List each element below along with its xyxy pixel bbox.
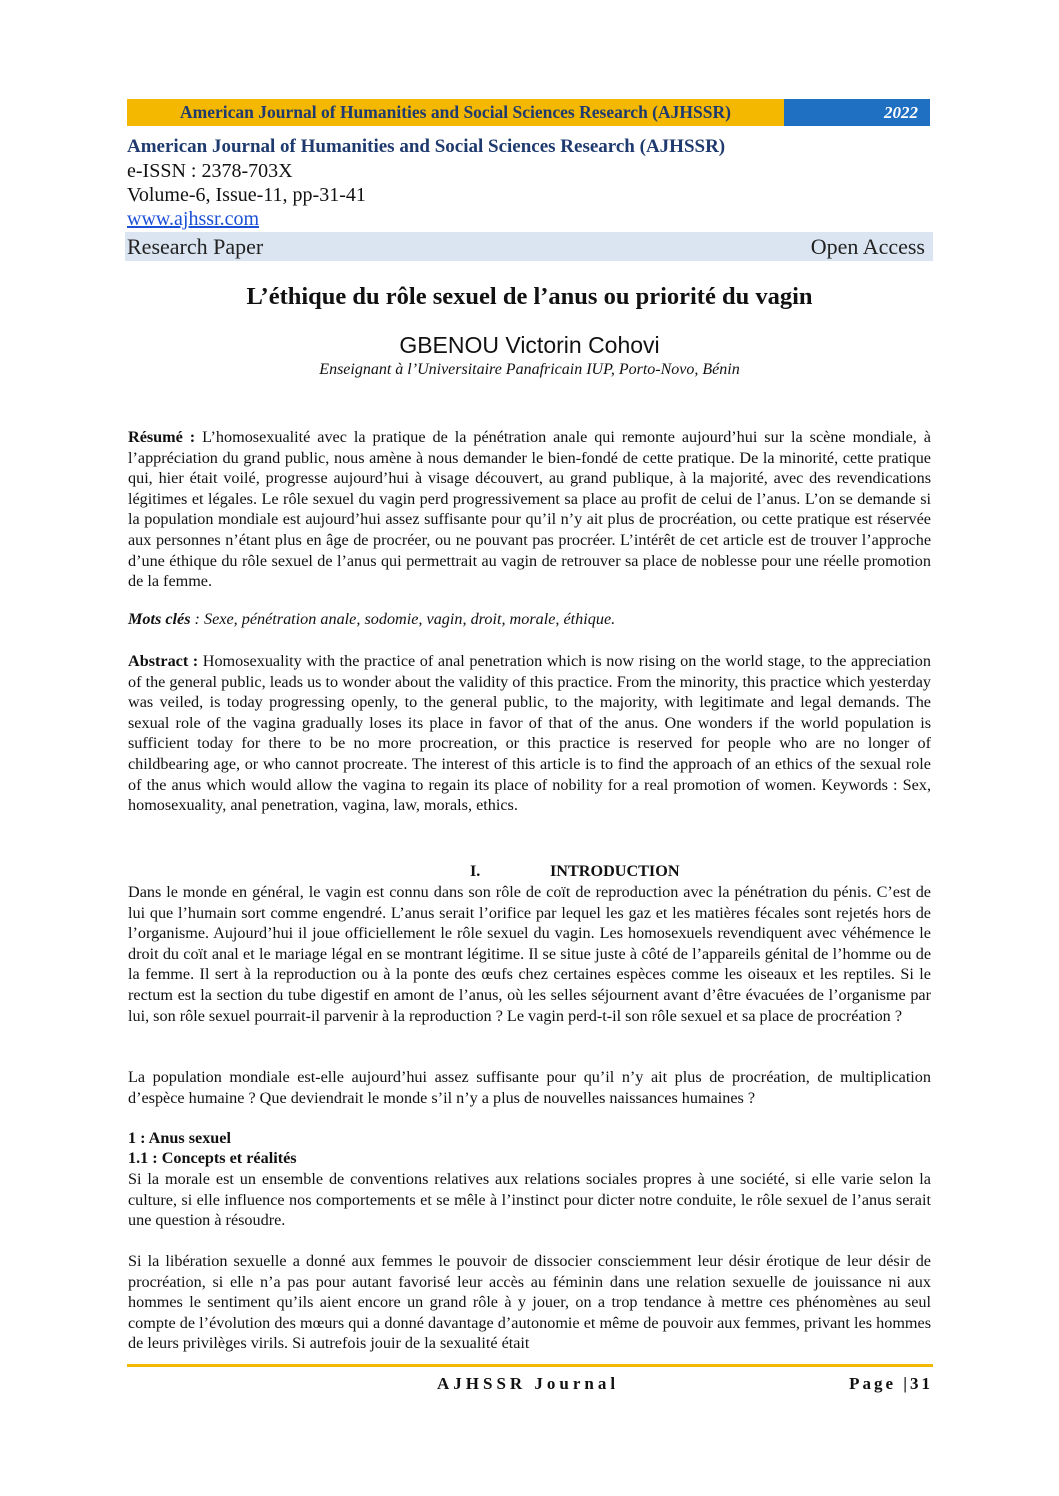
abstract-paragraph: [128, 651, 931, 816]
keywords-fr-paragraph: [128, 609, 931, 630]
concepts-paragraph-1: Si la morale est un ensemble de conventions relatives aux relations sociales propres à une société, si elle varie selon la culture, si elle influence nos comportements et se mêle à l’instinct pour dicter notre conduite, le rôle sexuel de l’anus serait une question à résoudre.: [128, 1170, 931, 1230]
section-title: INTRODUCTION: [550, 862, 680, 880]
subsection-heading: 1 : Anus sexuel: [128, 1129, 231, 1147]
journal-meta: [127, 135, 933, 231]
resume-label: Résumé :: [128, 428, 196, 446]
eissn: e-ISSN : 2378-703X: [127, 160, 293, 182]
keywords-fr-label: Mots clés: [128, 610, 191, 628]
paper-type-bar: [125, 232, 933, 261]
journal-header-band: [127, 99, 930, 126]
volume-issue: Volume-6, Issue-11, pp-31-41: [127, 184, 366, 206]
journal-url-link[interactable]: www.ajhssr.com: [127, 208, 260, 230]
footer-rule: [127, 1364, 933, 1367]
footer-page: [849, 1374, 933, 1394]
footer-journal: AJHSSR Journal: [437, 1374, 620, 1393]
article-title: L’éthique du rôle sexuel de l’anus ou priorité du vagin: [246, 283, 813, 310]
keywords-fr-text: : Sexe, pénétration anale, sodomie, vagin, droit, morale, éthique.: [190, 610, 616, 628]
section-number: I.: [470, 862, 481, 880]
intro-paragraph-1: Dans le monde en général, le vagin est connu dans son rôle de coït de reproduction avec la pénétration du pénis. C’est de lui que l’humain sort comme engendré. L’anus serait l’orifice par lequel les gaz et les matières fécales sont rejetés hors de l’organisme. Aujourd’hui il joue officiellement le rôle sexuel du vagin. Les homosexuels revendiquent avec véhémence le droit du coït anal et le mariage légal en se montrant légitime. Il se situe juste à côté de l’appareils génital de l’homme ou de la femme. Il sert à la reproduction ou à la ponte des œufs chez certaines espèces comme les oiseaux et les reptiles. Si le rectum est la section du tube digestif en amont de l’anus, où les selles séjournent avant d’être évacuées de l’organisme par lui, son rôle sexuel pourrait-il parvenir à la reproduction ? Le vagin perd-t-il son rôle sexuel et sa place de procréation ?: [128, 883, 931, 1025]
abstract-label: Abstract :: [128, 652, 199, 670]
footer-page-number: 31: [910, 1374, 933, 1393]
author-name: GBENOU Victorin Cohovi: [399, 332, 660, 358]
resume-paragraph: [128, 427, 931, 592]
header-band-title-cell: [127, 99, 784, 126]
intro-paragraph-2: La population mondiale est-elle aujourd’hui assez suffisante pour qu’il n’y ait plus de procréation, de multiplication d’espèce humaine ? Que deviendrait le monde s’il n’y a plus de nouvelles naissances humaines ?: [128, 1068, 931, 1107]
access-type: Open Access: [810, 233, 925, 259]
subsubsection-heading: 1.1 : Concepts et réalités: [128, 1149, 297, 1167]
abstract-text: Homosexuality with the practice of anal penetration which is now rising on the world stage, to the appreciation of the general public, leads us to wonder about the validity of this practice. From the minority, this practice which yesterday was veiled, is today progressing openly, to the general public, to the majority, with legitimate and legal demands. The sexual role of the vagina gradually loses its place in favor of that of the anus. One wonders if the world population is sufficient today for there to be no more procreation, or this practice is reserved for people who are no longer of childbearing age, or who cannot procreate. The interest of this article is to find the approach of an ethics of the sexual role of the anus which would allow the vagina to regain its place of nobility for a real promotion of women. Keywords : Sex, homosexuality, anal penetration, vagina, law, morals, ethics.: [128, 652, 931, 815]
author-affiliation: Enseignant à l’Universitaire Panafricain IUP, Porto-Novo, Bénin: [319, 361, 740, 378]
page-footer: [127, 1374, 933, 1396]
header-band-year-cell: [784, 99, 930, 126]
header-band-title: American Journal of Humanities and Social Sciences Research (AJHSSR): [180, 102, 731, 122]
footer-page-label: Page |: [849, 1374, 910, 1393]
resume-text: L’homosexualité avec la pratique de la pénétration anale qui remonte aujourd’hui sur la scène mondiale, à l’appréciation du grand public, nous amène à nous demander le bien-fondé de cette pratique. De la minorité, cette pratique qui, hier était voilé, progresse aujourd’hui à visage découvert, au grand publique, à la majorité, avec des revendications légitimes et légales. Le rôle sexuel du vagin perd progressivement sa place au profit de celui de l’anus. L’on se demande si la population mondiale est aujourd’hui assez suffisante pour qu’il n’y ait plus de procréation, ou cette pratique est réservée aux personnes n’étant plus en âge de procréer, ou ne pouvant pas procréer. L’intérêt de cet article est de trouver l’approche d’une éthique du rôle sexuel de l’anus qui permettrait au vagin de retrouver sa place de noblesse pour une réelle promotion de la femme.: [128, 428, 931, 591]
journal-name: American Journal of Humanities and Social Sciences Research (AJHSSR): [127, 136, 726, 157]
header-year: 2022: [884, 102, 918, 122]
concepts-paragraph-2: Si la libération sexuelle a donné aux femmes le pouvoir de dissocier consciemment leur désir érotique de leur désir de procréation, si elle n’a pas pour autant favorisé leur accès au féminin dans une relation sexuelle de jouissance ni aux hommes le sentiment qu’ils aient encore un grand rôle à y jouer, on a trop tendance à mettre ces phénomènes au seul compte de l’évolution des mœurs qui a donné davantage d’autonomie et même de pouvoir aux femmes, privant les hommes de leurs privilèges virils. Si autrefois jouir de la sexualité était: [128, 1252, 931, 1353]
paper-type: Research Paper: [127, 233, 264, 259]
